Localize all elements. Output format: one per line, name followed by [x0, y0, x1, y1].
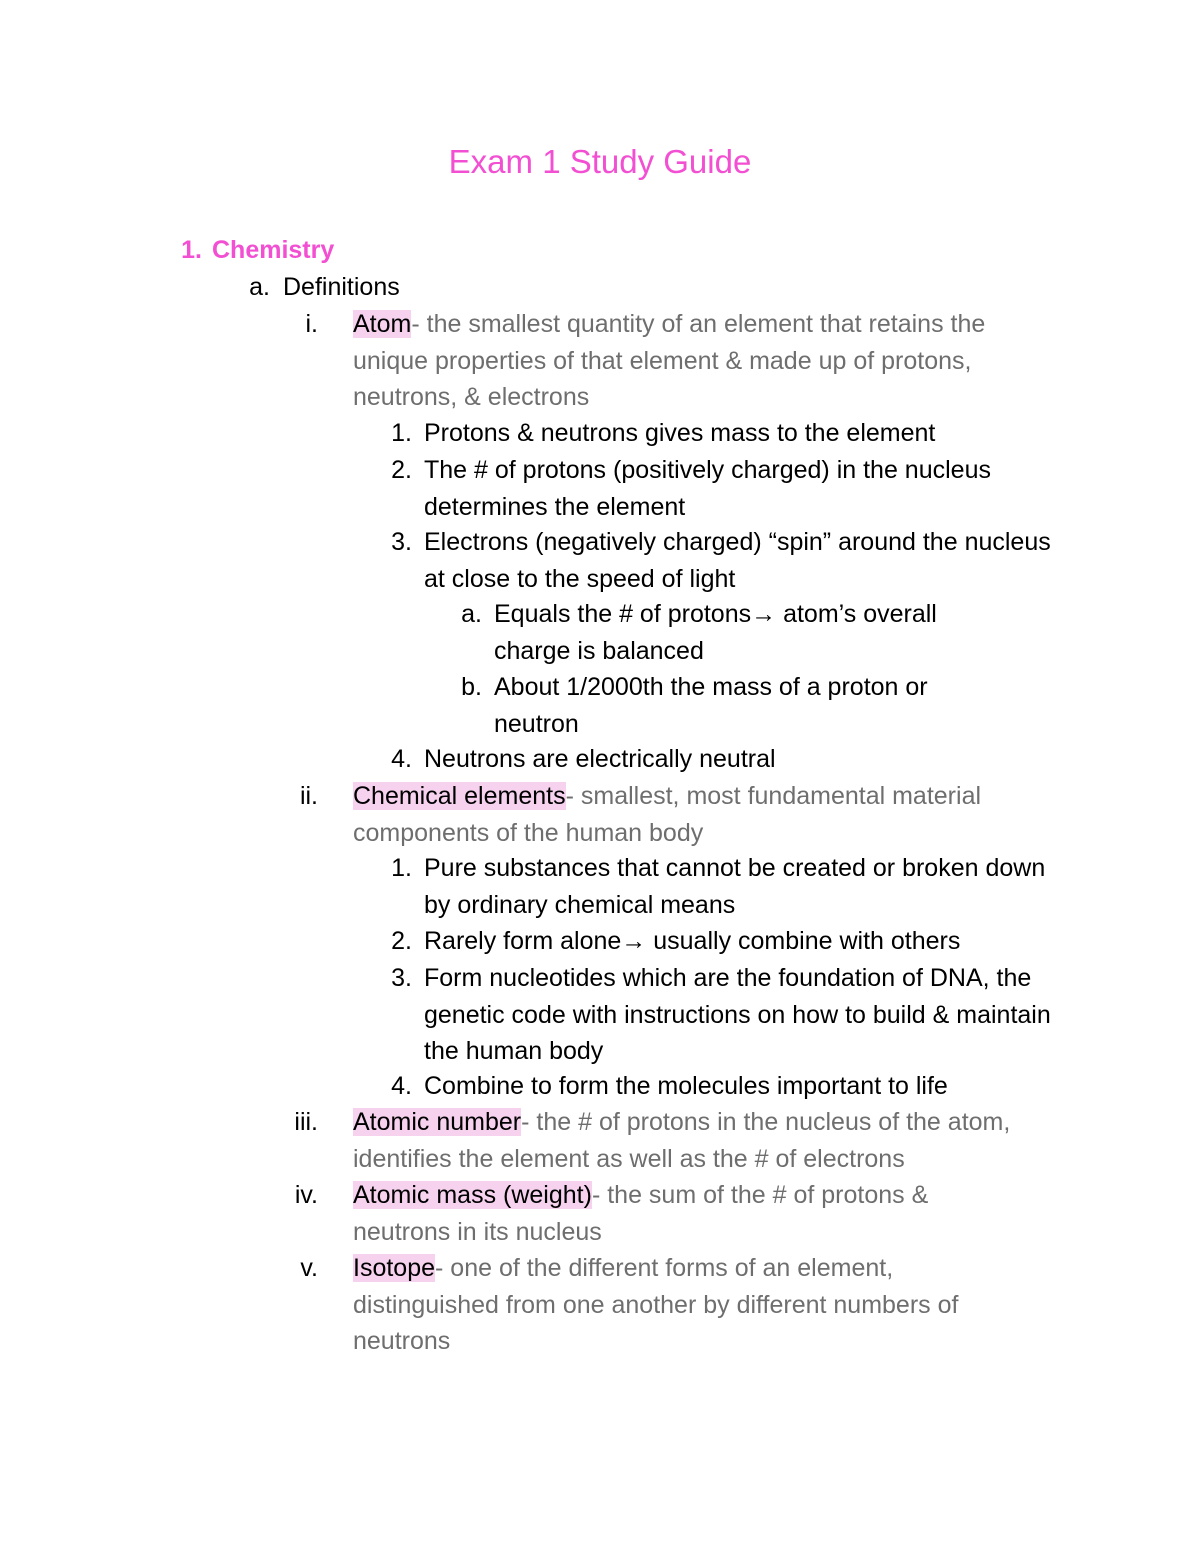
definition-marker: iii. [294, 1108, 318, 1136]
list-marker: a. [461, 600, 482, 628]
definition-term: Isotope [353, 1254, 436, 1282]
document-title: Exam 1 Study Guide [448, 143, 752, 180]
section-heading: Chemistry [212, 236, 335, 264]
list-text: Equals the # of protons→ atom’s overall charge is balanced [494, 600, 937, 665]
list-marker: 4. [391, 1072, 412, 1100]
definition-text: - one of the different forms of an element, distinguished from one another by different numbers of neutrons [353, 1254, 959, 1355]
list-text: Combine to form the molecules important to life [424, 1072, 948, 1100]
definition-marker: ii. [299, 782, 318, 810]
section-marker: 1. [181, 236, 202, 264]
definition-term: Atomic mass (weight) [353, 1181, 592, 1209]
definition-text: - the sum of the # of protons & neutrons in its nucleus [353, 1181, 929, 1246]
list-text: Pure substances that cannot be created or broken down by ordinary chemical means [424, 854, 1046, 919]
list-text: Rarely form alone→ usually combine with others [424, 927, 961, 955]
definition-text: - the smallest quantity of an element that retains the unique properties of that element & made up of protons, neutrons, & electrons [353, 310, 986, 411]
list-marker: 2. [391, 456, 412, 484]
definition-marker: i. [305, 310, 318, 338]
list-marker: 2. [391, 927, 412, 955]
list-text: Electrons (negatively charged) “spin” around the nucleus at close to the speed of light [424, 528, 1051, 593]
list-marker: 3. [391, 528, 412, 556]
subsection-marker: a. [249, 273, 270, 301]
list-marker: 1. [391, 419, 412, 447]
list-marker: 3. [391, 964, 412, 992]
definition-marker: iv. [294, 1181, 318, 1209]
list-marker: b. [461, 673, 482, 701]
definition-marker: v. [300, 1254, 318, 1282]
definition-term: Atom [353, 310, 412, 338]
list-text: Form nucleotides which are the foundation of DNA, the genetic code with instructions on how to build & maintain the human body [424, 964, 1051, 1065]
definition-text: - smallest, most fundamental material components of the human body [353, 782, 982, 847]
definition-text: - the # of protons in the nucleus of the atom, identifies the element as well as the # of electrons [353, 1108, 1011, 1173]
list-text: The # of protons (positively charged) in the nucleus determines the element [424, 456, 991, 521]
subsection-heading: Definitions [283, 273, 400, 301]
list-marker: 4. [391, 745, 412, 773]
list-text: Neutrons are electrically neutral [424, 745, 776, 773]
list-text: Protons & neutrons gives mass to the element [424, 419, 936, 447]
definition-term: Atomic number [353, 1108, 522, 1136]
list-text: About 1/2000th the mass of a proton or neutron [494, 673, 928, 738]
definition-term: Chemical elements [353, 782, 566, 810]
list-marker: 1. [391, 854, 412, 882]
